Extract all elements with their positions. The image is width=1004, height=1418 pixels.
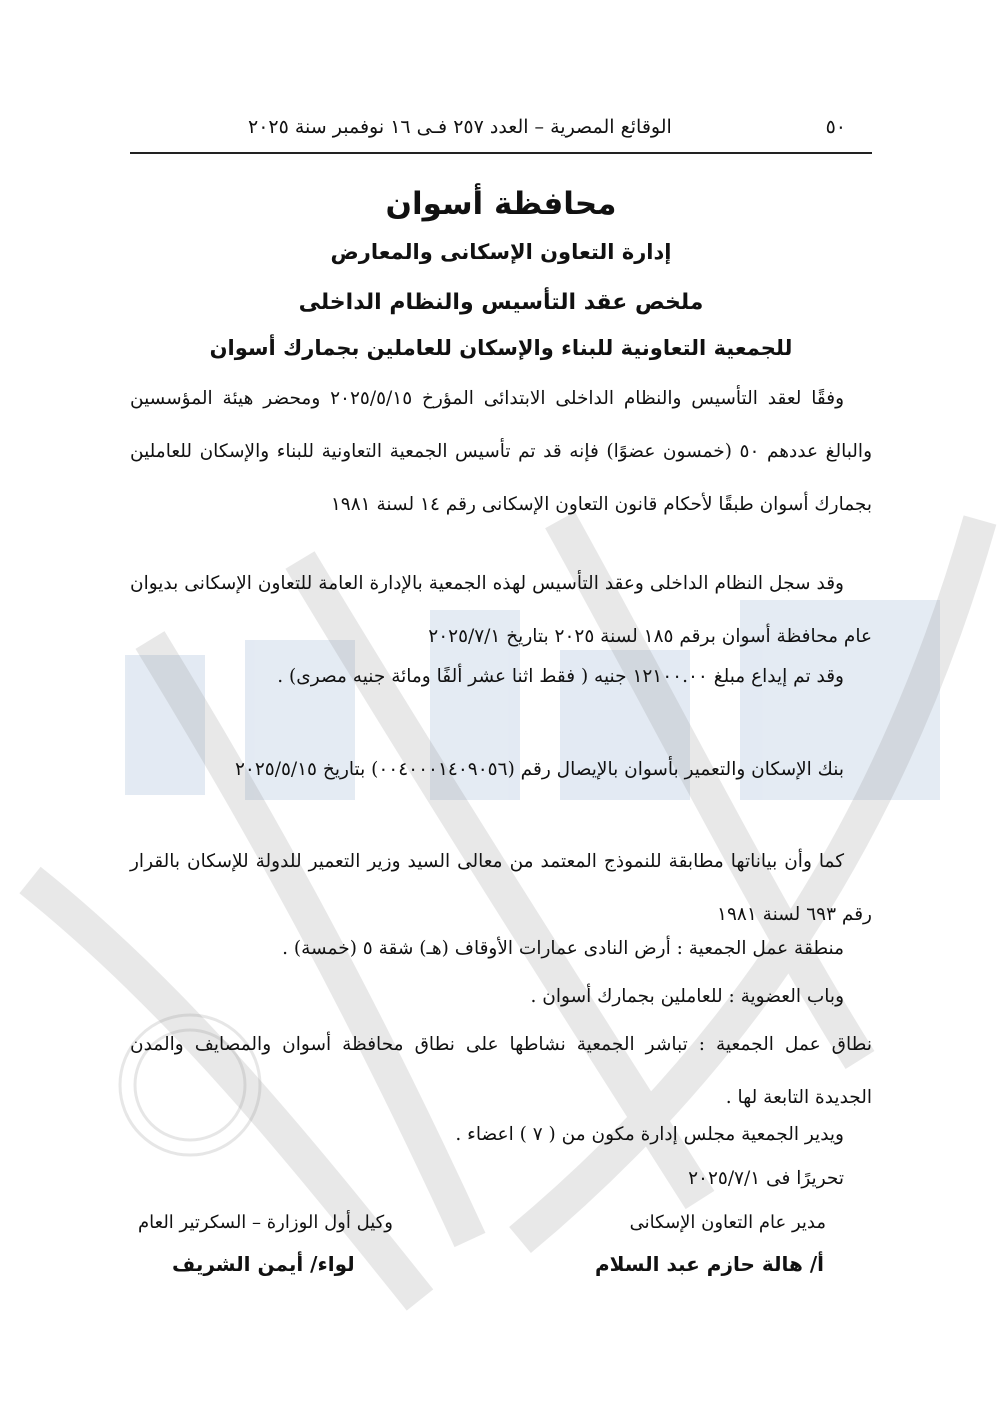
paragraph-deposit: وقد تم إيداع مبلغ ١٢١٠٠.٠٠ جنيه ( فقط اثنا عشر ألفًا ومائة جنيه مصرى) . (277, 666, 844, 687)
paragraph-date: تحريرًا فى ٢٠٢٥/٧/١ (688, 1168, 844, 1189)
paragraph-registration: وقد سجل النظام الداخلى وعقد التأسيس لهذه الجمعية بالإدارة العامة للتعاون الإسكانى بديوان عام محافظة أسوان برقم ١٨٥ لسنة ٢٠٢٥ بتاريخ ٢٠٢٥/٧/١ (130, 573, 872, 647)
paragraph-bank: بنك الإسكان والتعمير بأسوان بالإيصال رقم (٠٠٤٠٠٠١٤٠٩٠٥٦) بتاريخ ٢٠٢٥/٥/١٥ (234, 759, 844, 780)
summary-title: ملخص عقد التأسيس والنظام الداخلى (298, 290, 704, 315)
left-signatory-name: لواء/ أيمن الشريف (172, 1252, 355, 1276)
right-signatory-title: مدير عام التعاون الإسكانى (629, 1212, 826, 1233)
right-signatory-name: أ/ هالة حازم عبد السلام (594, 1252, 824, 1276)
issue-info: الوقائع المصرية – العدد ٢٥٧ فـى ١٦ نوفمبر سنة ٢٠٢٥ (248, 116, 672, 138)
paragraph-board: ويدير الجمعية مجلس إدارة مكون من ( ٧ ) اعضاء . (455, 1124, 844, 1145)
paragraph-model-conformity: كما وأن بياناتها مطابقة للنموذج المعتمد من معالى السيد وزير التعمير للدولة للإسكان بالقرار رقم ٦٩٣ لسنة ١٩٨١ (130, 851, 872, 925)
governorate-title: محافظة أسوان (385, 186, 617, 222)
paragraph-founding: وفقًا لعقد التأسيس والنظام الداخلى الابتدائى المؤرخ ٢٠٢٥/٥/١٥ ومحضر هيئة المؤسسين والبالغ عددهم ٥٠ (خمسون عضوًا) فإنه قد تم تأسيس الجمعية التعاونية للبناء والإسكان للعاملين بجمارك أسوان طبقًا لأحكام قانون التعاون الإسكانى رقم ١٤ لسنة ١٩٨١ (130, 388, 873, 515)
left-signatory-title: وكيل أول الوزارة – السكرتير العام (138, 1212, 393, 1233)
paragraph-scope: نطاق عمل الجمعية : تباشر الجمعية نشاطها على نطاق محافظة أسوان والمصايف والمدن الجديدة التابعة لها . (130, 1034, 872, 1108)
paragraph-membership: وباب العضوية : للعاملين بجمارك أسوان . (530, 986, 844, 1007)
paragraph-work-area: منطقة عمل الجمعية : أرض النادى عمارات الأوقاف (هـ) شقة ٥ (خمسة) . (282, 938, 844, 959)
page-header (130, 112, 872, 154)
association-title: للجمعية التعاونية للبناء والإسكان للعاملين بجمارك أسوان (209, 336, 793, 360)
department-title: إدارة التعاون الإسكانى والمعارض (330, 240, 672, 264)
page-number: ٥٠ (825, 116, 846, 138)
